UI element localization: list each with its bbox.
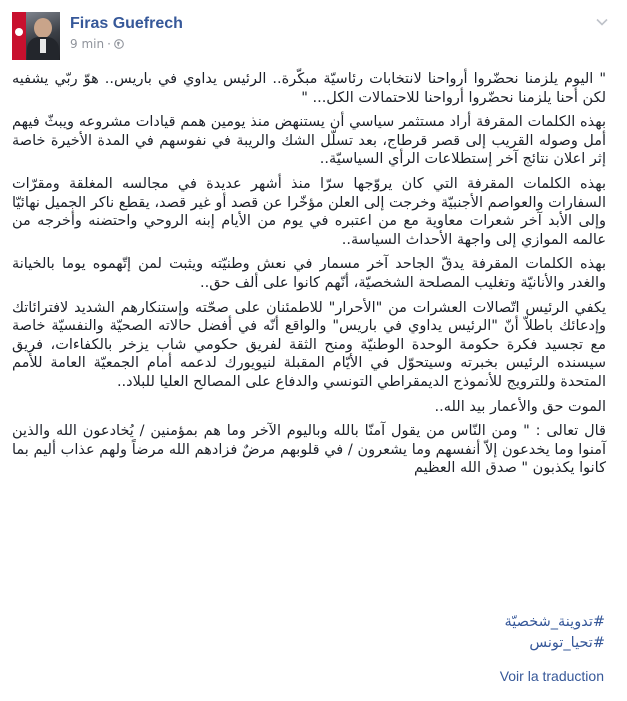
post-paragraph: بهذه الكلمات المقرفة أراد مستثمر سياسي أن يستنهض منذ يومين همم قيادات مشروعه ويبثّ فيهم أمل وصوله القريب إلى قصر قرطاج، بعد تسلّل الشك والريبة في نفوسهم في المدة الأخيرة خاصة إثر اعلان نتائج آخر إستطلاعات الرأي السياسيّة.. [12, 114, 606, 168]
hashtag-link[interactable]: #تدوينة_شخصيّة [504, 614, 605, 630]
flag-crescent [15, 28, 23, 36]
avatar[interactable] [12, 12, 60, 60]
see-translation-link[interactable]: Voir la traduction [499, 668, 604, 684]
post-meta [70, 37, 124, 51]
post-paragraph: بهذه الكلمات المقرفة التي كان يروّجها سرّا منذ أشهر عديدة في مجالسه المغلقة ومقرّات السفارات والعواصم الأجنبيّة وخرجت إلى العلن مؤخّرا عن قصد أو غير قصد، يقطع ناكر الجميل نهائيّا وإلى الأبد آخر شعرات معاوية مع من اعتبره في يوم من الأيام إبنه الروحي واحتضنه وأخرجه من عالمه الموازي إلى واجهة الأحداث السياسة.. [12, 175, 606, 248]
post-paragraph: " اليوم يلزمنا نحضّروا أرواحنا لانتخابات رئاسيّة مبكّرة.. الرئيس يداوي في باريس.. هوّ ربّي يشفيه لكن أحنا يلزمنا نحضّروا أرواحنا للاحتمالات الكل... " [12, 71, 606, 106]
globe-icon[interactable] [114, 39, 124, 49]
avatar-head [34, 18, 52, 38]
chevron-down-icon[interactable] [594, 14, 610, 30]
author-name[interactable]: Firas Guefrech [70, 15, 183, 32]
meta-separator: · [107, 37, 111, 51]
post-paragraph: بهذه الكلمات المقرفة يدقّ الجاحد آخر مسمار في نعش وطنيّته ويثبت لمن إتّهموه يوما بالخيانة والغدر والأنانيّة وتغليب المصلحة الشخصيّة، أنّهم كانوا على ألف حق.. [12, 256, 606, 291]
post-header [12, 12, 612, 60]
flag-stripe [12, 12, 26, 60]
post-body [12, 70, 606, 484]
post-paragraph: الموت حق والأعمار بيد الله.. [434, 398, 606, 415]
hashtag-link[interactable]: #تحيا_تونس [529, 635, 605, 651]
post-paragraph: قال تعالى : " ومن النّاس من يقول آمنّا بالله وباليوم الآخر وما هم بمؤمنين / يُخادعون الله والذين آمنوا وما يخدعون إلاّ أنفسهم وما يشعرون / في قلوبهم مرضٌ فزادهم الله مرضاً ولهم عذاب أليم بما كانوا يكذبون " صدق الله العظيم [12, 423, 606, 477]
avatar-shirt [40, 39, 46, 53]
post-paragraph: يكفي الرئيس اتّصالات العشرات من "الأحرار" للاطمئنان على صحّته وإستنكارهم الشديد لافترائاتك وإدعائك باطلاّ أنّ "الرئيس يداوي في باريس" والواقع أنّه في أفضل حالاته الصحيّة والنفسيّة خاصة مع تجسيد فكرة حكومة الوحدة الوطنيّة ومنح الثقة لفريق حكومي شاب يزخر بالكفاءات، فريق سيسنده الرئيس بخبرته وسيتحوّل في الأيّام المقبلة لنيويورك لدعمه أمام الجمعيّة العامة للأمم المتحدة وللترويج للأنموذج الديمقراطي التونسي والدفاع على المصالح العليا للبلاد.. [12, 299, 606, 390]
hashtag-list [505, 612, 605, 654]
post-timestamp[interactable]: 9 min [70, 37, 105, 51]
